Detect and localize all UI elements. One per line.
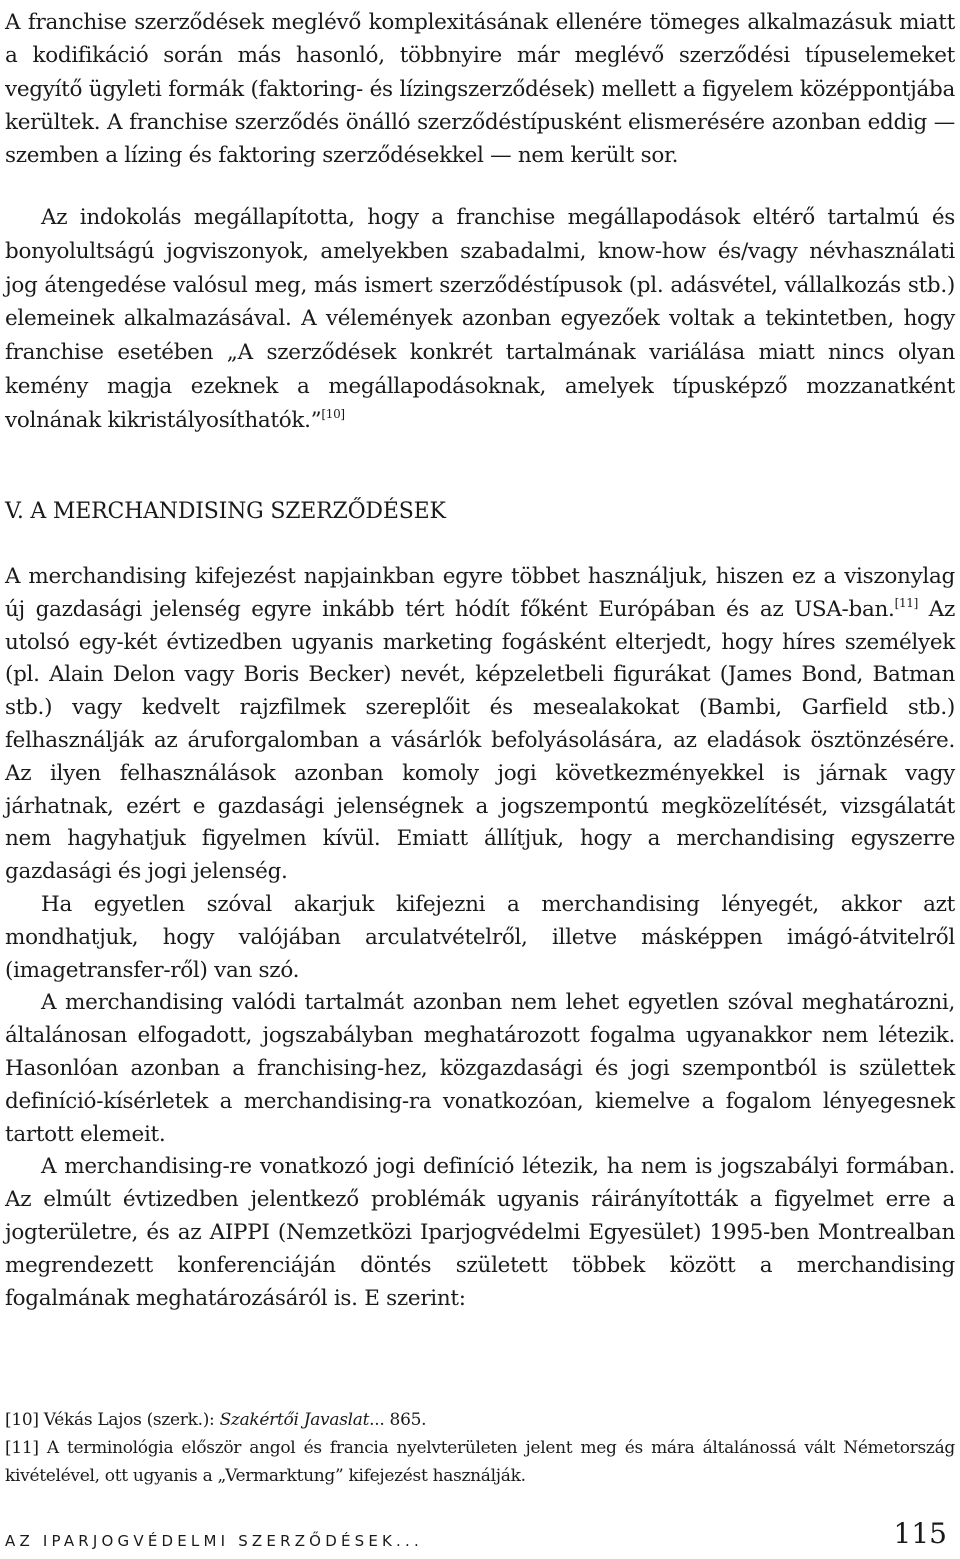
paragraph-merchandising-3: A merchandising valódi tartalmát azonban nem lehet egyetlen szóval meghatározni, általánosan elfogadott, jogszabályban meghatározott fogalma ugyanakkor nem létezik. Hasonlóan azonban a franchising-hez, közgazdasági és jogi szempontból is születtek definíció-kísérletek a merchandising-ra vonatkozóan, kiemelve a fogalom lényegesnek tartott elemeit. [5,990,955,1147]
paragraph-franchise-intro: A franchise szerződések meglévő komplexitásának ellenére tömeges alkalmazásuk miatt a kodifikáció során más hasonló, többnyire már meglévő szerződési típuselemeket vegyítő ügyleti formák (faktoring- és lízingszerződések) mellett a figyelem középpontjába kerültek. A franchise szerződés önálló szerződéstípusként elismerésére azonban eddig — szemben a lízing és faktoring szerződésekkel — nem került sor. [5,10,955,169]
paragraph-merchandising-1b: Az utolsó egy-két évtizedben ugyanis marketing fogásként elterjedt, hogy híres személyek (pl. Alain Delon vagy Boris Becker) nevét, képzeletbeli figurákat (James Bond, Batman stb.) vagy kedvelt rajzfilmek szereplőit és mesealakokat (Bambi, Garfield stb.) felhasználják az áruforgalomban a vásárlók befolyásolására, az eladások ösztönzésére. Az ilyen felhasználások azonban komoly jogi következményekkel is járnak vagy járhatnak, ezért e gazdasági jelenségnek a jogszempontú megközelítését, vizsgálatát nem hagyhatjuk figyelmen kívül. Emiatt állítjuk, hogy a merchandising egyszerre gazdasági és jogi jelenség. [5,596,955,885]
footnotes [5,1406,955,1490]
footnote-ref-10[interactable]: [10] [321,406,345,421]
running-footer: AZ IPARJOGVÉDELMI SZERZŐDÉSEK... [5,1532,423,1550]
footnote-11: [11] A terminológia először angol és francia nyelvterületen jelent meg és mára általánossá vált Németország kivételével, ott ugyanis a „Vermarktung” kifejezést használják. [5,1438,955,1486]
paragraph-merchandising-4: A merchandising-re vonatkozó jogi definíció létezik, ha nem is jogszabályi formában. Az elmúlt évtizedben jelentkező problémák ugyanis ráirányították a figyelmet erre a jogterületre, és az AIPPI (Nemzetközi Iparjogvédelmi Egyesület) 1995-ben Montrealban megrendezett konferenciáján döntés született többek között a merchandising fogalmának meghatározásáról is. E szerint: [5,1154,955,1311]
page-number: 115 [893,1517,947,1550]
footnote-10-page: ... 865. [369,1410,427,1430]
merchandising-section-body [5,561,955,1315]
section-heading: V. A MERCHANDISING SZERZŐDÉSEK [5,499,446,524]
footnote-10-author: [10] Vékás Lajos (szerk.): [5,1410,220,1430]
paragraph-merchandising-1a: A merchandising kifejezést napjainkban egyre többet használjuk, hiszen ez a viszonylag új gazdasági jelenség egyre inkább tért hódít főként Európában és az USA-ban. [5,564,955,622]
paragraph-merchandising-1 [5,561,955,889]
footnote-10 [5,1406,955,1434]
footnote-10-title: Szakértői Javaslat [219,1410,370,1430]
paragraph-indokolas [5,201,955,438]
paragraph-merchandising-2: Ha egyetlen szóval akarjuk kifejezni a merchandising lényegét, akkor azt mondhatjuk, hogy valójában arculatvételről, illetve másképpen imágó-átvitelről (imagetransfer-ről) van szó. [5,891,955,983]
footnote-ref-11[interactable]: [11] [894,595,919,610]
paragraph-indokolas-text: Az indokolás megállapította, hogy a franchise megállapodások eltérő tartalmú és bonyolultságú jogviszonyok, amelyekben szabadalmi, know-how és/vagy névhasználati jog átengedése valósul meg, más ismert szerződéstípusok (pl. adásvétel, vállalkozás stb.) elemeinek alkalmazásával. A vélemények azonban egyezőek voltak a tekintetben, hogy franchise esetében „A szerződések konkrét tartalmának variálása miatt nincs olyan kemény magja ezeknek a megállapodásoknak, amelyek típusképző mozzanatként volnának kikristályosíthatók.” [5,205,955,433]
